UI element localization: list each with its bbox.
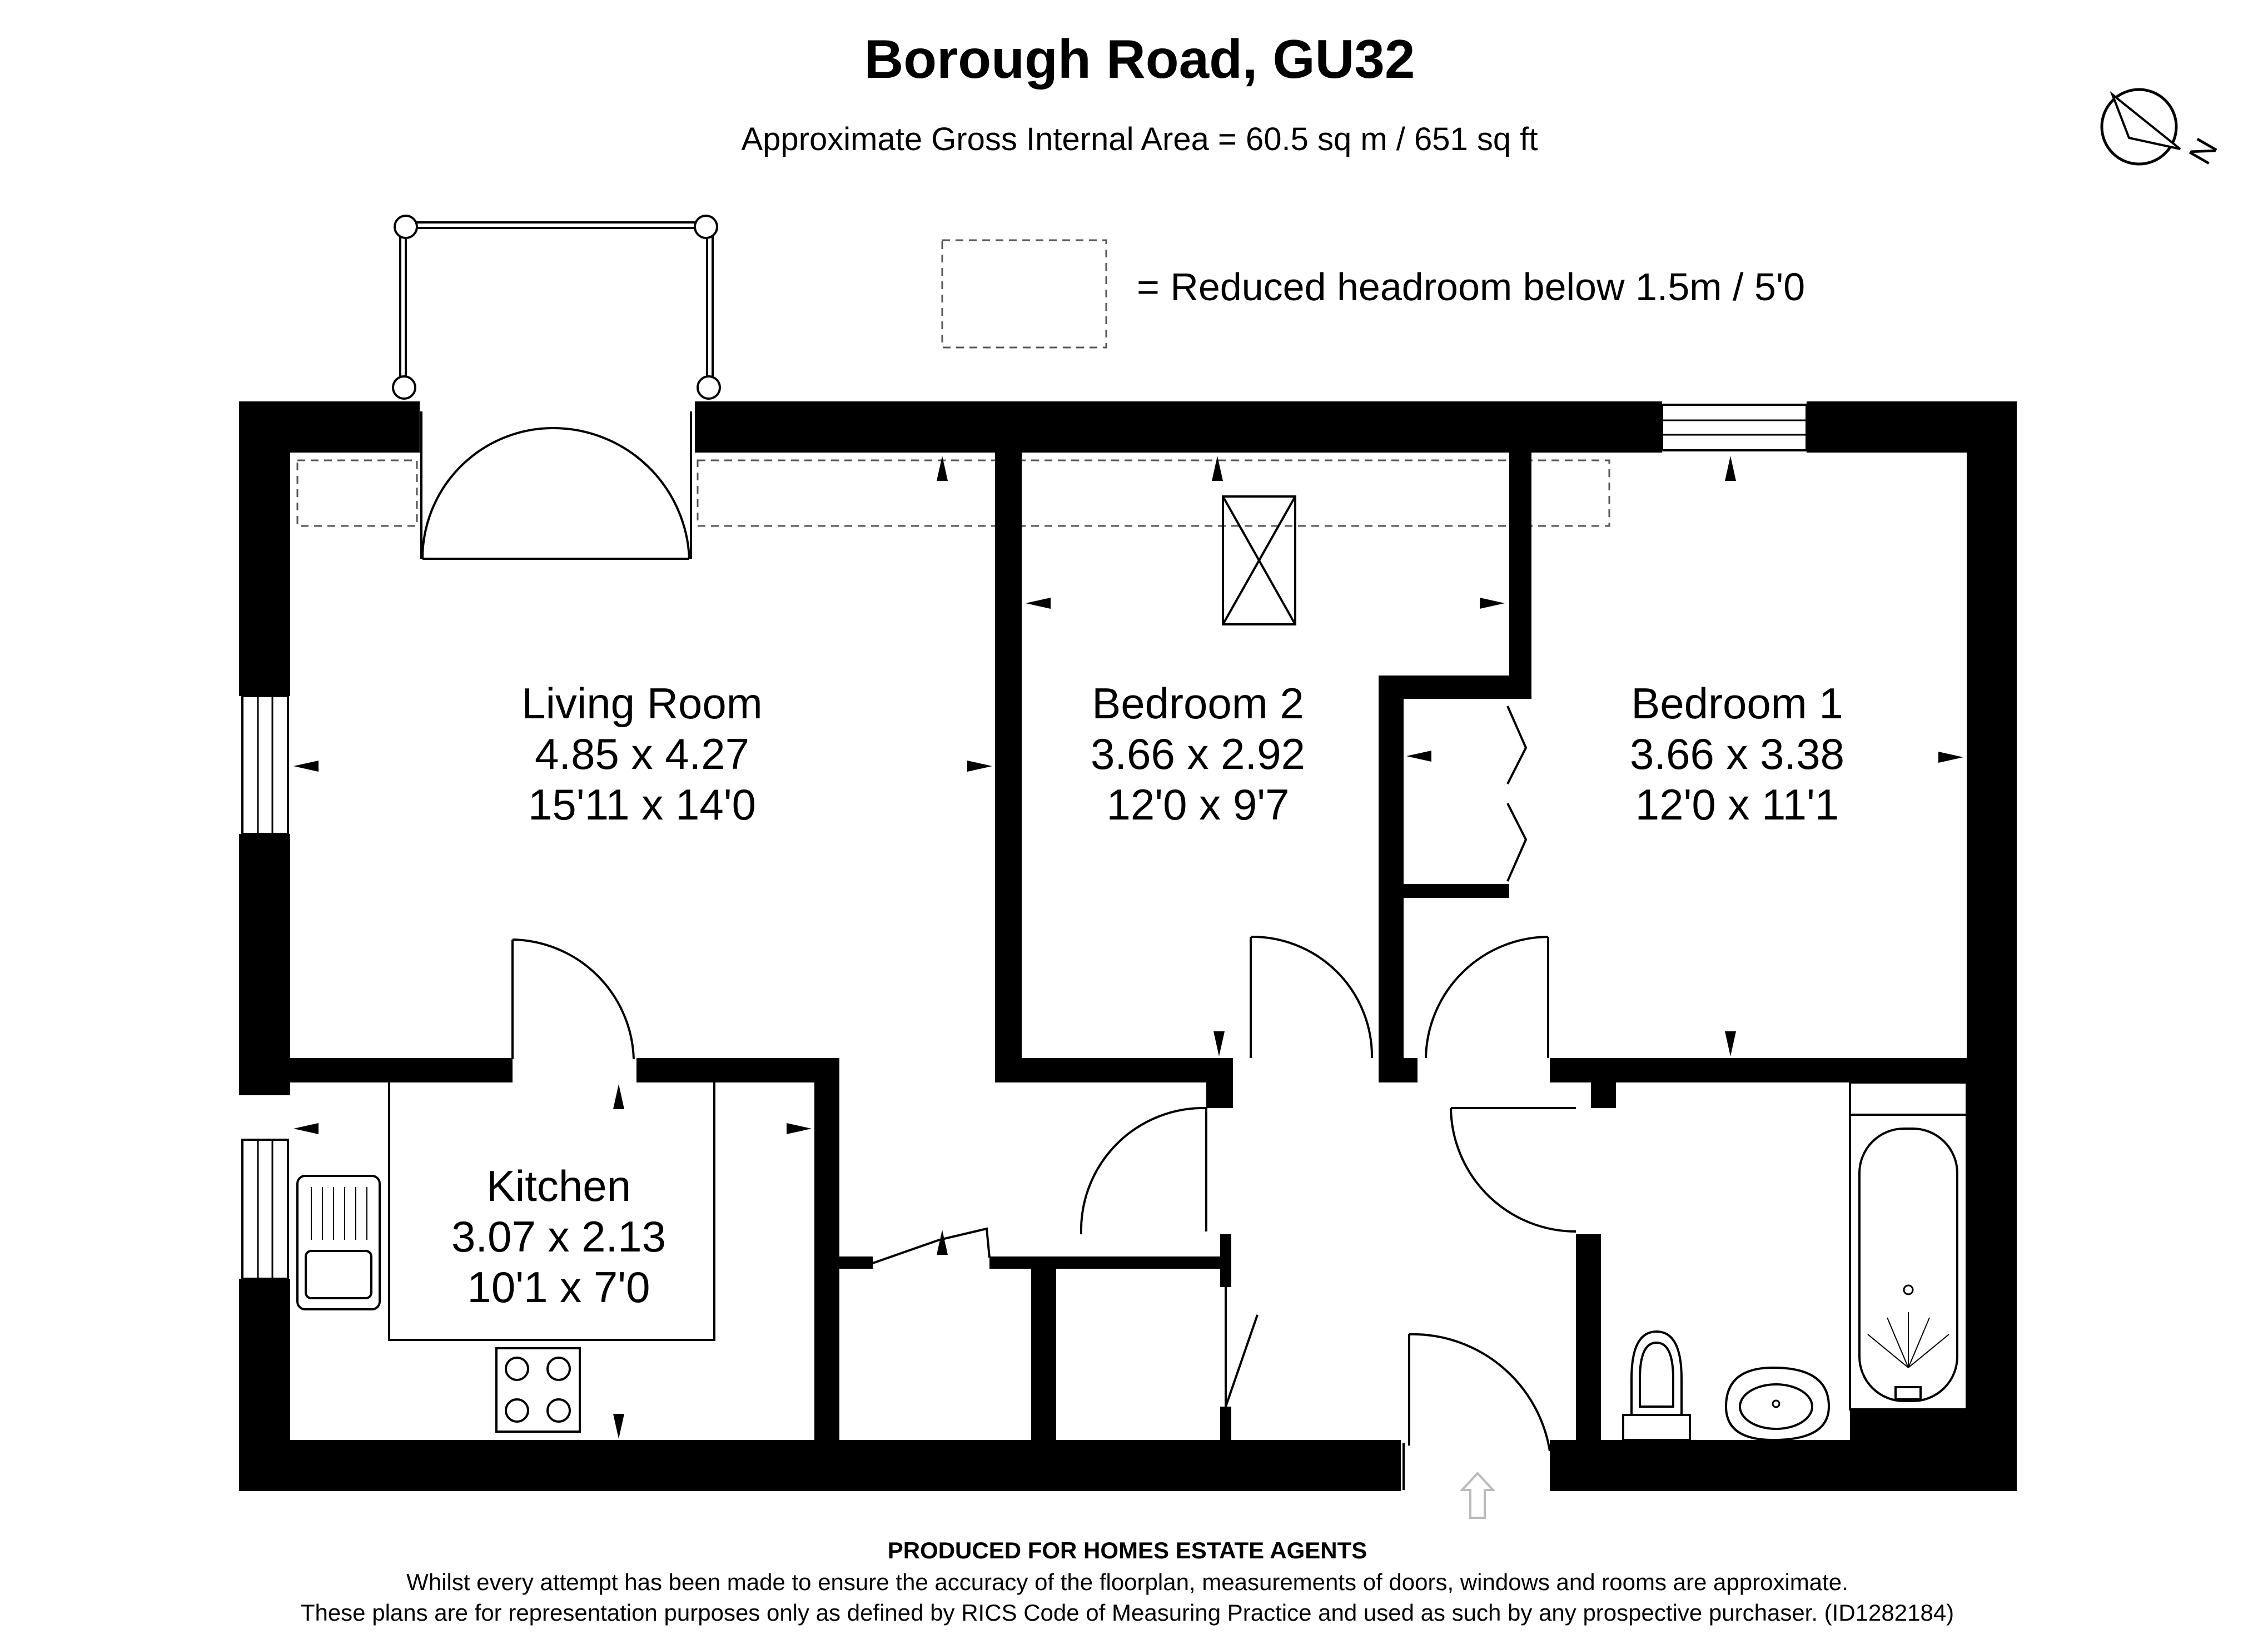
bath (1850, 1082, 1967, 1409)
entrance-arrow-icon (1462, 1473, 1493, 1518)
room-name: Living Room (521, 679, 763, 728)
bathroom-door[interactable] (1451, 1108, 1576, 1231)
footer-disclaimer-line-1: Whilst every attempt has been made to ensure the accuracy of the floorplan, measurements of doors, windows and rooms are approximate. (406, 1569, 1848, 1595)
hob (496, 1348, 580, 1432)
room-label-bedroom-1 (1630, 679, 1844, 829)
room-label-kitchen (451, 1161, 666, 1312)
room-metric: 4.85 x 4.27 (535, 729, 749, 778)
window (242, 1140, 288, 1279)
room-name: Kitchen (486, 1161, 631, 1210)
room-metric: 3.07 x 2.13 (451, 1212, 666, 1261)
legend-text: = Reduced headroom below 1.5m / 5'0 (1137, 265, 1806, 309)
hall-cupboard-door[interactable] (1081, 1108, 1206, 1234)
footer-heading: PRODUCED FOR HOMES ESTATE AGENTS (887, 1537, 1367, 1563)
reduced-headroom-zone (297, 460, 417, 526)
window (1662, 405, 1807, 450)
area-subtitle: Approximate Gross Internal Area = 60.5 sq m / 651 sq ft (741, 121, 1538, 157)
room-imperial: 10'1 x 7'0 (467, 1263, 650, 1312)
window (242, 696, 288, 834)
entrance-door[interactable] (1404, 1334, 1555, 1490)
basin (1726, 1368, 1829, 1440)
toilet (1623, 1332, 1690, 1440)
reduced-headroom-zone (698, 460, 1609, 526)
exterior-walls (239, 401, 2017, 1491)
north-label: N (2181, 132, 2225, 171)
room-name: Bedroom 2 (1092, 679, 1304, 728)
plan-title: Borough Road, GU32 (864, 28, 1415, 90)
room-label-bedroom-2 (1091, 679, 1305, 829)
store-door[interactable] (1226, 1269, 1257, 1407)
room-metric: 3.66 x 3.38 (1630, 729, 1844, 778)
wardrobe-door[interactable] (1508, 706, 1526, 881)
bedroom-2-door[interactable] (1251, 937, 1372, 1058)
north-arrow-icon (2102, 90, 2225, 171)
room-metric: 3.66 x 2.92 (1091, 729, 1305, 778)
footer-disclaimer-line-2: These plans are for representation purposes only as defined by RICS Code of Measuring Practice and used as such by any prospective purchaser. (ID1282184) (300, 1600, 1954, 1626)
balcony (393, 216, 720, 399)
french-doors[interactable] (421, 411, 691, 559)
bedroom-1-door[interactable] (1426, 937, 1548, 1058)
store-bifold-door[interactable] (873, 1229, 989, 1263)
kitchen-door[interactable] (513, 940, 634, 1059)
room-name: Bedroom 1 (1631, 679, 1843, 728)
room-label-living-room (521, 679, 763, 829)
reduced-headroom-swatch (942, 240, 1106, 347)
room-imperial: 12'0 x 11'1 (1635, 780, 1839, 829)
sink (297, 1176, 380, 1309)
skylight (1223, 496, 1295, 624)
room-imperial: 12'0 x 9'7 (1106, 780, 1290, 829)
room-imperial: 15'11 x 14'0 (528, 780, 756, 829)
